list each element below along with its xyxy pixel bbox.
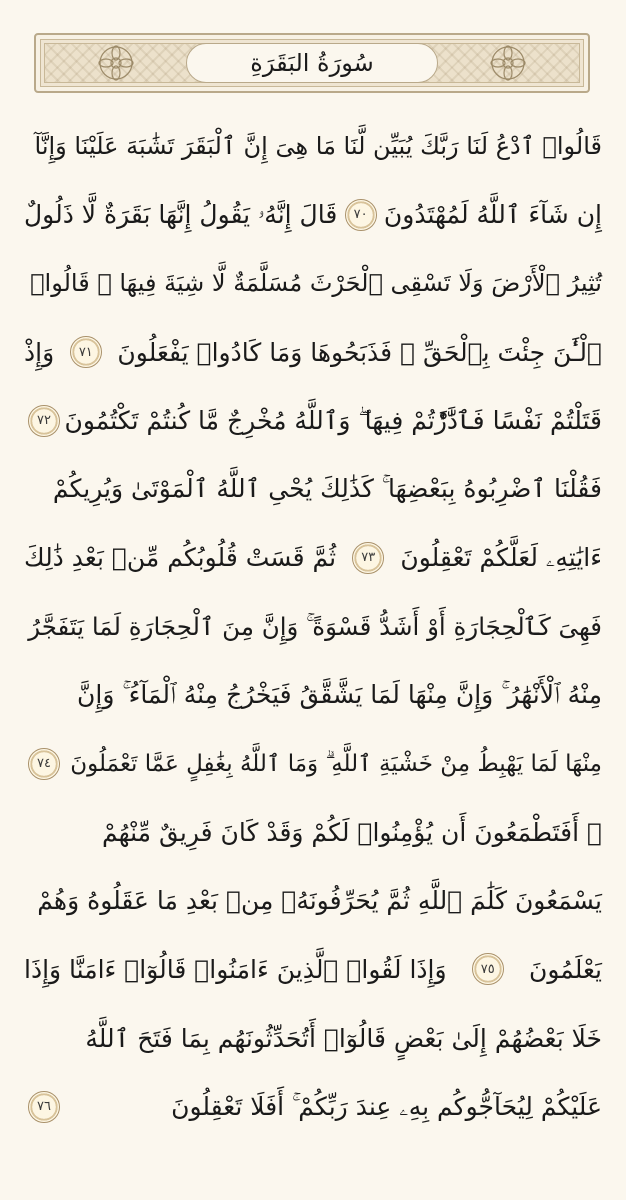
verse-text: ۞ أَفَتَطْمَعُونَ أَن يُؤْمِنُوا۟ لَكُمْ وَقَدْ كَانَ فَرِيقٌ مِّنْهُمْ (101, 817, 602, 847)
text-line (24, 867, 602, 936)
surah-title-cartouche (186, 43, 438, 83)
text-line (24, 661, 602, 730)
text-line (24, 112, 602, 181)
verse-text: خَلَا بَعْضُهُمْ إِلَىٰ بَعْضٍ قَالُوٓا۟ أَتُحَدِّثُونَهُم بِمَا فَتَحَ ٱللَّهُ (85, 1023, 602, 1053)
verse-text: عَلَيْكُمْ لِيُحَآجُّوكُم بِهِۦ عِندَ رَبِّكُمْ ۚ أَفَلَا تَعْقِلُونَ (171, 1091, 602, 1121)
verse-text: قَالَ إِنَّهُۥ يَقُولُ إِنَّهَا بَقَرَةٌ لَّا ذَلُولٌ (24, 199, 338, 229)
ayah-number-marker: ٧٠ (345, 199, 377, 231)
text-line (24, 798, 602, 867)
surah-header (34, 33, 590, 93)
text-line (24, 935, 602, 1004)
ayah-number-marker: ٧٦ (28, 1091, 60, 1123)
verse-text: إِن شَآءَ ٱللَّهُ لَمُهْتَدُونَ (383, 200, 602, 230)
text-line (24, 592, 602, 661)
verse-text: وَإِذَا لَقُوا۟ ٱلَّذِينَ ءَامَنُوا۟ قَالُوٓا۟ ءَامَنَّا وَإِذَا (24, 954, 447, 984)
verse-text: يَسْمَعُونَ كَلَٰمَ ٱللَّهِ ثُمَّ يُحَرِّفُونَهُۥ مِنۢ بَعْدِ مَا عَقَلُوهُ وَهُمْ (37, 886, 602, 916)
verse-text: ءَايَٰتِهِۦ لَعَلَّكُمْ تَعْقِلُونَ (400, 542, 602, 572)
verse-text: فَهِىَ كَٱلْحِجَارَةِ أَوْ أَشَدُّ قَسْوَةً ۚ وَإِنَّ مِنَ ٱلْحِجَارَةِ لَمَا يَتَفَجَّرُ (28, 611, 602, 641)
ayah-number-marker: ٧١ (70, 336, 102, 368)
rosette-ornament-icon (490, 45, 526, 81)
verse-text: مِنْهَا لَمَا يَهْبِطُ مِنْ خَشْيَةِ ٱللَّهِ ۗ وَمَا ٱللَّهُ بِغَٰفِلٍ عَمَّا تَعْمَلُونَ (70, 750, 602, 777)
text-line (24, 318, 602, 387)
text-line (24, 729, 602, 798)
text-line (24, 249, 602, 318)
rosette-ornament-icon (98, 45, 134, 81)
verse-text: مِنْهُ ٱلْأَنْهَٰرُ ۚ وَإِنَّ مِنْهَا لَمَا يَشَّقَّقُ فَيَخْرُجُ مِنْهُ ٱلْمَآءُ ۚ وَإِنَّ (77, 680, 602, 710)
surah-title: سُورَةُ البَقَرَةِ (250, 49, 374, 77)
verse-text: وَإِذْ (24, 337, 55, 367)
ayah-number-marker: ٧٥ (472, 953, 504, 985)
mushaf-page-text (24, 112, 602, 1141)
verse-text: تُثِيرُ ٱلْأَرْضَ وَلَا تَسْقِى ٱلْحَرْثَ مُسَلَّمَةٌ لَّا شِيَةَ فِيهَا ۚ قَالُوا۟ (30, 269, 602, 298)
ayah-number-marker: ٧٤ (28, 748, 60, 780)
verse-text: فَقُلْنَا ٱضْرِبُوهُ بِبَعْضِهَا ۚ كَذَٰلِكَ يُحْىِ ٱللَّهُ ٱلْمَوْتَىٰ وَيُرِيكُمْ (52, 474, 602, 504)
verse-text: ثُمَّ قَسَتْ قُلُوبُكُم مِّنۢ بَعْدِ ذَٰلِكَ (24, 543, 337, 573)
text-line (24, 1004, 602, 1073)
verse-text: ٱلْـَٰٔنَ جِئْتَ بِٱلْحَقِّ ۚ فَذَبَحُوهَا وَمَا كَادُوا۟ يَفْعَلُونَ (117, 337, 602, 367)
text-line (24, 455, 602, 524)
text-line (24, 1072, 602, 1141)
ayah-number-marker: ٧٣ (352, 542, 384, 574)
text-line (24, 181, 602, 250)
text-line (24, 386, 602, 455)
verse-text: قَالُوا۟ ٱدْعُ لَنَا رَبَّكَ يُبَيِّن لَّنَا مَا هِىَ إِنَّ ٱلْبَقَرَ تَشَٰبَهَ عَلَيْنَا وَإِنَّآ (34, 132, 602, 161)
ayah-number-marker: ٧٢ (28, 405, 60, 437)
text-line (24, 524, 602, 593)
verse-text: قَتَلْتُمْ نَفْسًا فَٱدَّٰرَْٰٔتُمْ فِيهَا ۖ وَٱللَّهُ مُخْرِجٌ مَّا كُنتُمْ تَكْتُمُونَ (64, 405, 602, 435)
verse-text: يَعْلَمُونَ (528, 954, 602, 984)
